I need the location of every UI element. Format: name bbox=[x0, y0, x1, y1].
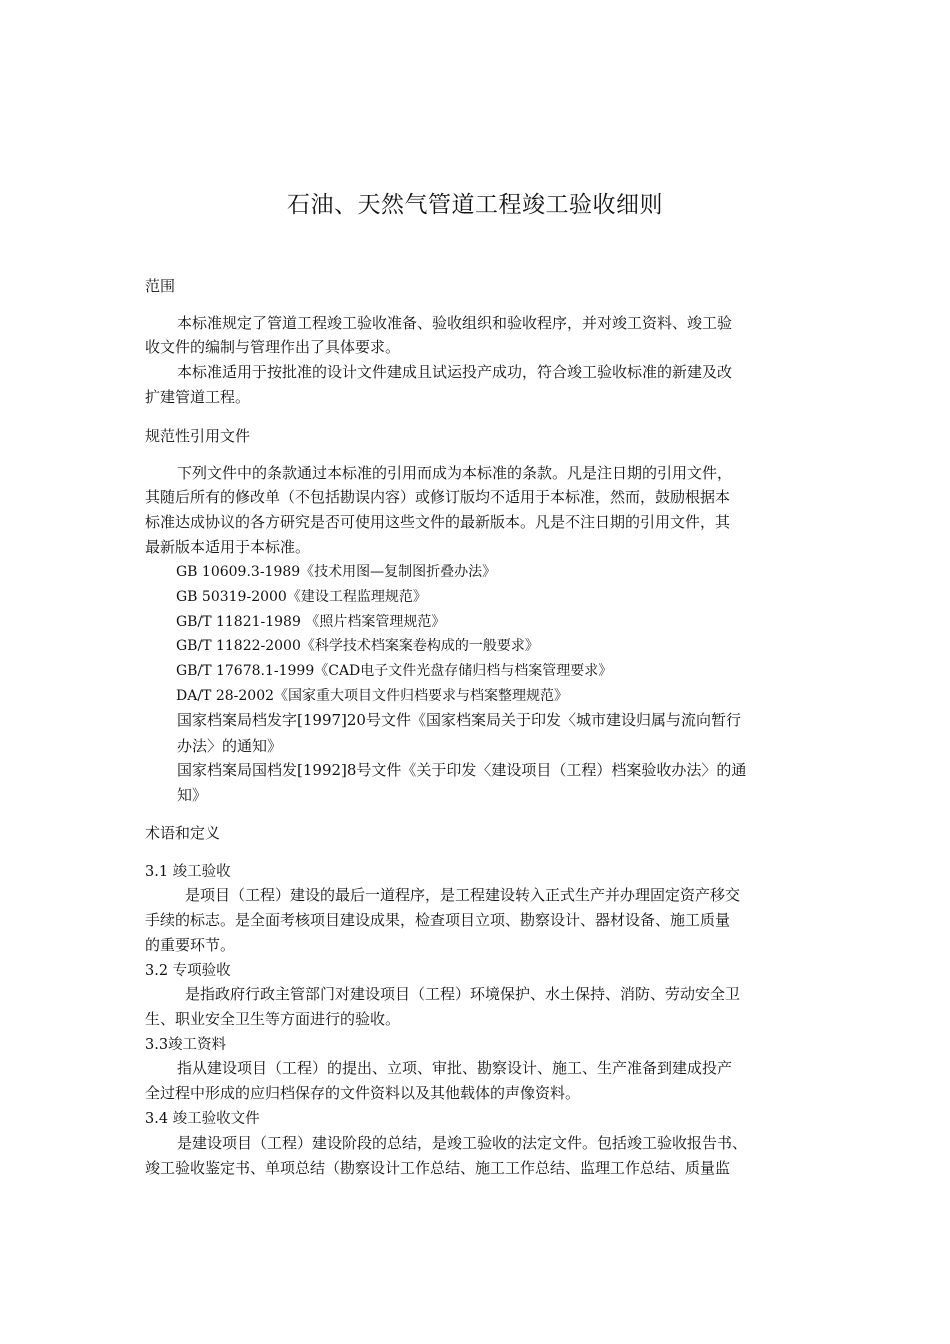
term-definition-line: 是指政府行政主管部门对建设项目（工程）环境保护、水土保持、消防、劳动安全卫 bbox=[185, 985, 741, 1003]
reference-item: GB/T 17678.1-1999《CAD电子文件光盘存储归档与档案管理要求》 bbox=[176, 663, 613, 679]
reference-item: 办法〉的通知》 bbox=[177, 737, 283, 755]
section-heading-terms: 术语和定义 bbox=[145, 824, 221, 842]
term-definition-line: 是项目（工程）建设的最后一道程序，是工程建设转入正式生产并办理固定资产移交 bbox=[185, 886, 741, 904]
reference-item: GB 50319-2000《建设工程监理规范》 bbox=[176, 589, 427, 605]
term-definition-line: 指从建设项目（工程）的提出、立项、审批、勘察设计、施工、生产准备到建成投产 bbox=[177, 1059, 733, 1077]
reference-item: 知》 bbox=[177, 786, 208, 804]
term-definition-line: 的重要环节。 bbox=[145, 936, 236, 954]
term-definition-line: 竣工验收鉴定书、单项总结（勘察设计工作总结、施工工作总结、监理工作总结、质量监 bbox=[145, 1159, 731, 1177]
paragraph-line: 标准达成协议的各方研究是否可使用这些文件的最新版本。凡是不注日期的引用文件，其 bbox=[145, 513, 731, 531]
reference-item: GB/T 11821-1989 《照片档案管理规范》 bbox=[176, 614, 446, 630]
term-heading: 3.4 竣工验收文件 bbox=[145, 1111, 260, 1127]
term-heading: 3.3竣工资料 bbox=[145, 1037, 227, 1053]
section-heading-scope: 范围 bbox=[145, 277, 176, 295]
paragraph-line: 本标准规定了管道工程竣工验收准备、验收组织和验收程序，并对竣工资料、竣工验 bbox=[177, 314, 733, 332]
reference-item: DA/T 28-2002《国家重大项目文件归档要求与档案整理规范》 bbox=[176, 688, 569, 704]
document-title: 石油、天然气管道工程竣工验收细则 bbox=[287, 192, 663, 218]
term-definition-line: 生、职业安全卫生等方面进行的验收。 bbox=[145, 1010, 401, 1028]
section-heading-references: 规范性引用文件 bbox=[145, 427, 251, 445]
reference-item: GB 10609.3-1989《技术用图—复制图折叠办法》 bbox=[176, 564, 497, 580]
paragraph-line: 最新版本适用于本标准。 bbox=[145, 538, 311, 556]
term-heading: 3.1 竣工验收 bbox=[145, 864, 231, 880]
paragraph-line: 扩建管道工程。 bbox=[145, 388, 251, 406]
paragraph-line: 收文件的编制与管理作出了具体要求。 bbox=[145, 338, 401, 356]
paragraph-line: 本标准适用于按批准的设计文件建成且试运投产成功，符合竣工验收标准的新建及改 bbox=[177, 363, 733, 381]
paragraph-line: 其随后所有的修改单（不包括勘误内容）或修订版均不适用于本标准，然而，鼓励根据本 bbox=[145, 488, 731, 506]
term-definition-line: 手续的标志。是全面考核项目建设成果，检查项目立项、勘察设计、器材设备、施工质量 bbox=[145, 911, 731, 929]
paragraph-line: 下列文件中的条款通过本标准的引用而成为本标准的条款。凡是注日期的引用文件， bbox=[177, 464, 733, 482]
term-heading: 3.2 专项验收 bbox=[145, 963, 231, 979]
term-definition-line: 全过程中形成的应归档保存的文件资料以及其他载体的声像资料。 bbox=[145, 1084, 581, 1102]
reference-item: 国家档案局国档发[1992]8号文件《关于印发〈建设项目（工程）档案验收办法〉的通 bbox=[177, 761, 747, 779]
reference-item: GB/T 11822-2000《科学技术档案案卷构成的一般要求》 bbox=[176, 638, 539, 654]
reference-item: 国家档案局档发字[1997]20号文件《国家档案局关于印发〈城市建设归属与流向暂行 bbox=[177, 711, 741, 729]
term-definition-line: 是建设项目（工程）建设阶段的总结，是竣工验收的法定文件。包括竣工验收报告书、 bbox=[177, 1134, 748, 1152]
